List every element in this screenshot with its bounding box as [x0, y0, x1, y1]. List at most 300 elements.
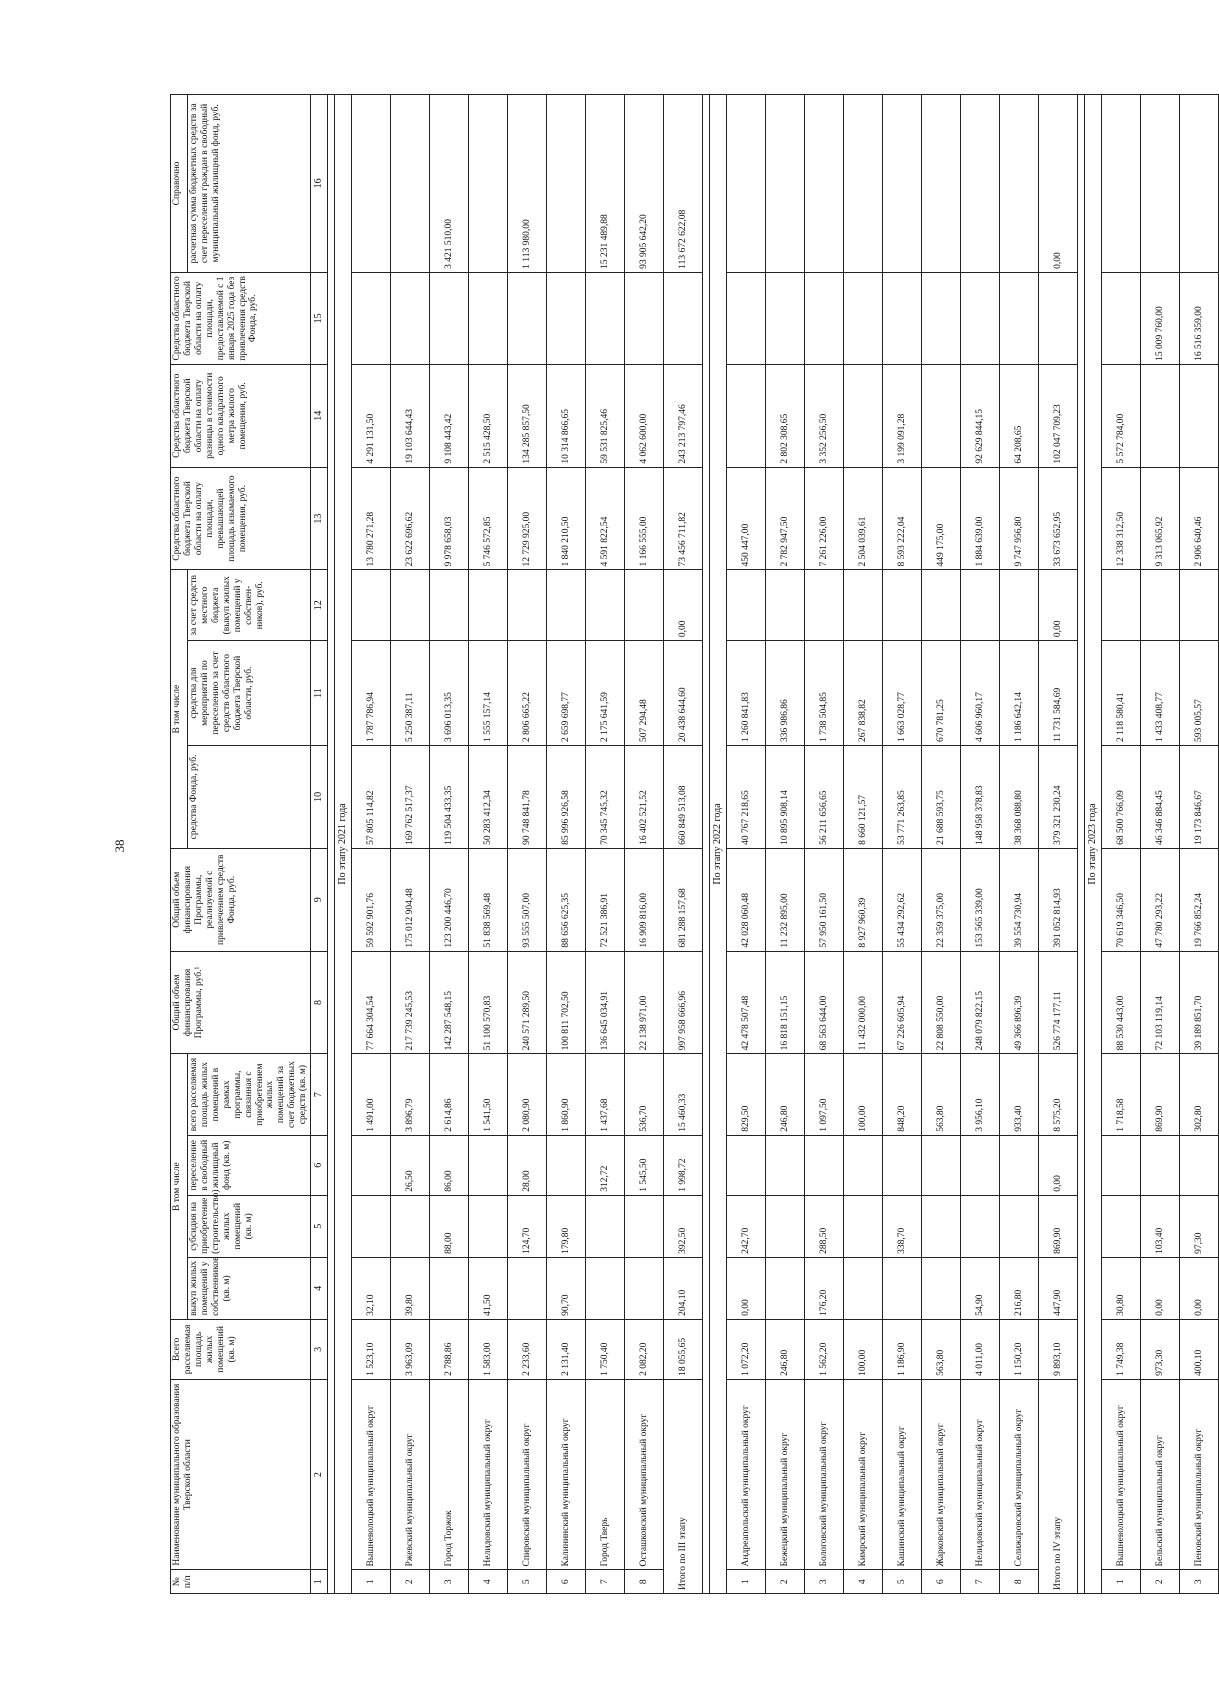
table-cell: 1 113 980,00: [508, 95, 547, 273]
table-row: [922, 95, 961, 1594]
table-cell: 93 555 507,00: [508, 848, 547, 951]
table-cell: [922, 272, 961, 364]
table-cell: 15 009 760,00: [1141, 272, 1180, 364]
column-number: 4: [311, 1257, 328, 1319]
table-cell: 90 748 841,78: [508, 746, 547, 849]
table-cell: 0,00: [1180, 1257, 1219, 1319]
table-cell: 1 072,20: [727, 1319, 766, 1379]
table-cell: 2 906 640,46: [1180, 467, 1219, 570]
row-number: 1: [1102, 1570, 1141, 1594]
table-row: [805, 95, 844, 1594]
table-cell: 153 565 339,00: [961, 848, 1000, 951]
table-cell: 3 963,09: [391, 1319, 430, 1379]
header-municipality: Наименование муниципального образования Тверской области: [171, 1379, 311, 1570]
section-title-row: [335, 95, 352, 1594]
table-cell: [844, 570, 883, 641]
total-cell: [1039, 272, 1078, 364]
table-cell: [352, 1195, 391, 1257]
municipality-name: Андреапольский муниципальный округ: [727, 1379, 766, 1570]
table-cell: 1 555 157,14: [469, 641, 508, 746]
table-cell: [625, 272, 664, 364]
table-cell: 338,70: [883, 1195, 922, 1257]
table-cell: [1102, 570, 1141, 641]
total-cell: 447,90: [1039, 1257, 1078, 1319]
table-cell: [547, 272, 586, 364]
table-cell: [844, 272, 883, 364]
municipality-name: Нелидовский муниципальный округ: [469, 1379, 508, 1570]
column-number: 6: [311, 1135, 328, 1195]
table-cell: 449 175,00: [922, 467, 961, 570]
municipality-name: Вышневолоцкий муниципальный округ: [352, 1379, 391, 1570]
table-cell: [805, 95, 844, 273]
column-number: 1: [311, 1570, 328, 1594]
table-row: [352, 95, 391, 1594]
table-cell: [766, 95, 805, 273]
table-row: [391, 95, 430, 1594]
table-cell: 41,50: [469, 1257, 508, 1319]
table-row: [625, 95, 664, 1594]
table-cell: [1180, 364, 1219, 467]
table-cell: [352, 95, 391, 273]
table-row: [547, 95, 586, 1594]
table-cell: 19 103 644,43: [391, 364, 430, 467]
row-number: 5: [508, 1570, 547, 1594]
municipality-name: Селижаровский муниципальный округ: [1000, 1379, 1039, 1570]
table-cell: 85 996 926,58: [547, 746, 586, 849]
table-cell: 70 345 745,32: [586, 746, 625, 849]
column-number: 12: [311, 570, 328, 641]
table-cell: 2 080,90: [508, 1054, 547, 1135]
table-cell: [1141, 1135, 1180, 1195]
table-cell: 16 909 816,00: [625, 848, 664, 951]
total-cell: 997 958 666,96: [664, 951, 703, 1054]
table-cell: 72 103 119,14: [1141, 951, 1180, 1054]
total-cell: 0,00: [664, 570, 703, 641]
table-cell: 175 012 904,48: [391, 848, 430, 951]
row-number: 8: [1000, 1570, 1039, 1594]
header-total-area: Всего расселяемая площадь жилых помещений (кв. м): [171, 1319, 311, 1379]
table-cell: [727, 570, 766, 641]
table-cell: 12 338 312,50: [1102, 467, 1141, 570]
table-cell: [844, 1257, 883, 1319]
section-title-row: [710, 95, 727, 1594]
row-number: 6: [922, 1570, 961, 1594]
table-cell: 848,20: [883, 1054, 922, 1135]
municipality-name: Бельский муниципальный округ: [1141, 1379, 1180, 1570]
municipality-name: Спировский муниципальный округ: [508, 1379, 547, 1570]
table-cell: 1 884 639,00: [961, 467, 1000, 570]
table-cell: [1180, 95, 1219, 273]
table-cell: [625, 1195, 664, 1257]
table-cell: [547, 570, 586, 641]
table-cell: [766, 272, 805, 364]
total-cell: 204,10: [664, 1257, 703, 1319]
table-cell: [586, 1257, 625, 1319]
table-cell: [961, 570, 1000, 641]
total-cell: 11 731 584,69: [1039, 641, 1078, 746]
table-cell: [961, 1135, 1000, 1195]
table-cell: 2 175 641,59: [586, 641, 625, 746]
header-including-funds: В том числе: [171, 570, 188, 848]
table-cell: 40 767 218,65: [727, 746, 766, 849]
table-cell: 10 314 866,65: [547, 364, 586, 467]
table-cell: 670 781,25: [922, 641, 961, 746]
table-cell: 4 062 600,00: [625, 364, 664, 467]
table-cell: 8 660 121,57: [844, 746, 883, 849]
table-cell: 50 283 412,34: [469, 746, 508, 849]
table-cell: [547, 95, 586, 273]
table-cell: [391, 1195, 430, 1257]
table-cell: 88 530 443,00: [1102, 951, 1141, 1054]
row-number: 8: [625, 1570, 664, 1594]
table-cell: 28,00: [508, 1135, 547, 1195]
column-number: 2: [311, 1379, 328, 1570]
table-body: [328, 95, 1219, 1594]
table-cell: 9 747 956,80: [1000, 467, 1039, 570]
municipality-name: Ржевский муниципальный округ: [391, 1379, 430, 1570]
table-cell: [883, 95, 922, 273]
total-cell: 391 052 814,93: [1039, 848, 1078, 951]
table-cell: [1000, 95, 1039, 273]
table-cell: 42 478 507,48: [727, 951, 766, 1054]
table-cell: 1 738 504,85: [805, 641, 844, 746]
row-number: 7: [586, 1570, 625, 1594]
table-cell: 64 208,65: [1000, 364, 1039, 467]
table-cell: 39 554 730,94: [1000, 848, 1039, 951]
table-cell: 400,10: [1180, 1319, 1219, 1379]
table-cell: [1000, 272, 1039, 364]
table-cell: [586, 570, 625, 641]
row-number: 2: [1141, 1570, 1180, 1594]
table-cell: 563,80: [922, 1054, 961, 1135]
table-cell: 119 504 433,35: [430, 746, 469, 849]
table-cell: 88 656 625,35: [547, 848, 586, 951]
table-cell: 217 739 245,53: [391, 951, 430, 1054]
table-cell: 22 138 971,00: [625, 951, 664, 1054]
table-row: [844, 95, 883, 1594]
table-cell: 176,20: [805, 1257, 844, 1319]
column-number: 9: [311, 848, 328, 951]
table-cell: 2 504 039,61: [844, 467, 883, 570]
column-number: 8: [311, 951, 328, 1054]
total-cell: 0,00: [1039, 95, 1078, 273]
table-cell: 3 421 510,00: [430, 95, 469, 273]
row-number: 1: [727, 1570, 766, 1594]
table-cell: 47 780 293,22: [1141, 848, 1180, 951]
header-number: № п/п: [171, 1570, 311, 1594]
municipality-name: Жарковский муниципальный округ: [922, 1379, 961, 1570]
municipality-name: Нелидовский муниципальный округ: [961, 1379, 1000, 1570]
total-label: Итого по IV этапу: [1039, 1379, 1078, 1593]
table-cell: 2 233,60: [508, 1319, 547, 1379]
municipality-name: Город Торжок: [430, 1379, 469, 1570]
table-cell: 1 840 210,50: [547, 467, 586, 570]
table-cell: [766, 1135, 805, 1195]
table-cell: [883, 1257, 922, 1319]
table-cell: [586, 272, 625, 364]
table-cell: 100 811 702,50: [547, 951, 586, 1054]
table-cell: 267 838,82: [844, 641, 883, 746]
table-cell: 54,90: [961, 1257, 1000, 1319]
table-cell: 23 622 696,62: [391, 467, 430, 570]
table-cell: 1 718,58: [1102, 1054, 1141, 1135]
total-cell: 8 575,20: [1039, 1054, 1078, 1135]
table-cell: 92 629 844,15: [961, 364, 1000, 467]
table-cell: 21 688 593,75: [922, 746, 961, 849]
table-cell: [727, 272, 766, 364]
table-cell: 1 860,90: [547, 1054, 586, 1135]
table-cell: 57 950 161,50: [805, 848, 844, 951]
table-cell: 57 805 114,82: [352, 746, 391, 849]
column-number: 10: [311, 746, 328, 849]
table-cell: 16 402 521,52: [625, 746, 664, 849]
table-cell: 2 131,40: [547, 1319, 586, 1379]
municipality-name: Калининский муниципальный округ: [547, 1379, 586, 1570]
table-cell: 8 927 960,39: [844, 848, 883, 951]
table-cell: [1102, 95, 1141, 273]
table-cell: 563,80: [922, 1319, 961, 1379]
table-cell: [844, 95, 883, 273]
total-cell: 20 438 644,60: [664, 641, 703, 746]
table-cell: [1141, 364, 1180, 467]
total-cell: 102 047 709,23: [1039, 364, 1078, 467]
table-cell: 16 516 359,00: [1180, 272, 1219, 364]
table-cell: 1 749,38: [1102, 1319, 1141, 1379]
table-cell: 4 011,00: [961, 1319, 1000, 1379]
row-number: 7: [961, 1570, 1000, 1594]
table-cell: 450 447,00: [727, 467, 766, 570]
table-cell: 59 531 825,46: [586, 364, 625, 467]
table-cell: 19 766 852,24: [1180, 848, 1219, 951]
table-cell: [1000, 1195, 1039, 1257]
spacer-row: [328, 95, 335, 1594]
table-cell: [1102, 1135, 1141, 1195]
table-cell: 51 838 569,48: [469, 848, 508, 951]
row-number: 4: [844, 1570, 883, 1594]
table-row: [586, 95, 625, 1594]
table-cell: [586, 1195, 625, 1257]
table-cell: [1102, 1195, 1141, 1257]
table-cell: [469, 1195, 508, 1257]
table-cell: 67 226 605,94: [883, 951, 922, 1054]
table-cell: [625, 570, 664, 641]
table-cell: 68 563 644,00: [805, 951, 844, 1054]
table-cell: 68 500 766,09: [1102, 746, 1141, 849]
table-cell: [508, 272, 547, 364]
column-number: 3: [311, 1319, 328, 1379]
table-cell: 246,80: [766, 1054, 805, 1135]
table-cell: [922, 1195, 961, 1257]
municipality-name: Кашинский муниципальный округ: [883, 1379, 922, 1570]
table-row: [961, 95, 1000, 1594]
table-cell: 1 491,00: [352, 1054, 391, 1135]
program-financing-table: [170, 94, 1219, 1594]
table-cell: [391, 272, 430, 364]
table-cell: 49 366 896,39: [1000, 951, 1039, 1054]
table-cell: 179,80: [547, 1195, 586, 1257]
section-title: По этапу 2021 года: [335, 95, 352, 1594]
table-cell: 2 806 665,22: [508, 641, 547, 746]
table-cell: 5 572 784,00: [1102, 364, 1141, 467]
section-title: По этапу 2022 года: [710, 95, 727, 1594]
table-cell: 13 780 271,28: [352, 467, 391, 570]
row-number: 3: [805, 1570, 844, 1594]
table-cell: 70 619 346,50: [1102, 848, 1141, 951]
column-number: 7: [311, 1054, 328, 1135]
table-cell: [844, 364, 883, 467]
header-subsidy: субсидия на приобретение (строительство) жилых помещений (кв. м): [188, 1195, 311, 1257]
table-cell: [883, 272, 922, 364]
table-cell: 12 729 925,00: [508, 467, 547, 570]
table-cell: 56 211 656,65: [805, 746, 844, 849]
table-cell: 38 368 088,80: [1000, 746, 1039, 849]
table-cell: 9 978 658,03: [430, 467, 469, 570]
row-number: 4: [469, 1570, 508, 1594]
table-cell: [883, 1135, 922, 1195]
total-cell: 660 849 513,08: [664, 746, 703, 849]
total-cell: 9 893,10: [1039, 1319, 1078, 1379]
table-cell: 933,40: [1000, 1054, 1039, 1135]
table-cell: 148 958 378,83: [961, 746, 1000, 849]
table-cell: 1 433 408,77: [1141, 641, 1180, 746]
table-cell: 4 606 960,17: [961, 641, 1000, 746]
table-row: [883, 95, 922, 1594]
table-row: [430, 95, 469, 1594]
total-cell: 869,90: [1039, 1195, 1078, 1257]
table-cell: [469, 570, 508, 641]
table-cell: 246,80: [766, 1319, 805, 1379]
table-cell: 11 432 000,00: [844, 951, 883, 1054]
table-cell: 9 108 443,42: [430, 364, 469, 467]
total-cell: 33 673 652,95: [1039, 467, 1078, 570]
table-cell: 216,80: [1000, 1257, 1039, 1319]
table-cell: 9 313 065,92: [1141, 467, 1180, 570]
municipality-name: Пеновский муниципальный округ: [1180, 1379, 1219, 1570]
table-cell: [727, 1135, 766, 1195]
table-cell: [430, 272, 469, 364]
spacer-cell: [328, 95, 335, 1594]
section-title: По этапу 2023 года: [1085, 95, 1102, 1594]
municipality-name: Бологовский муниципальный округ: [805, 1379, 844, 1570]
column-number: 15: [311, 272, 328, 364]
table-cell: 32,10: [352, 1257, 391, 1319]
table-row: [727, 95, 766, 1594]
table-cell: 169 762 517,37: [391, 746, 430, 849]
table-row: [766, 95, 805, 1594]
header-total-financing: Общий объем финансирования Программы, руб.¹: [171, 951, 311, 1054]
header-total-budget-area: всего расселяемая площадь жилых помещений в рамках программы, связанная с приобретением жилых помещений за счет бюджетных средств (кв. м): [188, 1054, 311, 1135]
total-label: Итого по III этапу: [664, 1379, 703, 1593]
table-cell: [352, 272, 391, 364]
table-cell: 1 787 786,94: [352, 641, 391, 746]
table-cell: 97,30: [1180, 1195, 1219, 1257]
table-cell: [1180, 570, 1219, 641]
header-regional-means: средства для мероприятий по переселению за счет средств областного бюджета Тверской области, руб.: [188, 641, 311, 746]
table-cell: 1 150,20: [1000, 1319, 1039, 1379]
municipality-name: Город Тверь: [586, 1379, 625, 1570]
table-cell: 3 896,79: [391, 1054, 430, 1135]
table-cell: 42 028 060,48: [727, 848, 766, 951]
table-cell: [805, 1135, 844, 1195]
table-cell: [805, 570, 844, 641]
table-row: [508, 95, 547, 1594]
row-number: 6: [547, 1570, 586, 1594]
table-cell: 1 523,10: [352, 1319, 391, 1379]
table-cell: 4 291 131,50: [352, 364, 391, 467]
total-cell: 73 456 711,82: [664, 467, 703, 570]
table-cell: 829,50: [727, 1054, 766, 1135]
row-number: 2: [391, 1570, 430, 1594]
table-cell: 2 082,20: [625, 1319, 664, 1379]
table-cell: 312,72: [586, 1135, 625, 1195]
table-cell: 90,70: [547, 1257, 586, 1319]
table-cell: [961, 1195, 1000, 1257]
table-cell: [547, 1135, 586, 1195]
section-title-row: [1085, 95, 1102, 1594]
table-cell: 336 986,86: [766, 641, 805, 746]
total-cell: 113 672 622,08: [664, 95, 703, 273]
table-cell: [1000, 570, 1039, 641]
table-cell: 39,80: [391, 1257, 430, 1319]
table-cell: 1 583,00: [469, 1319, 508, 1379]
table-cell: [727, 364, 766, 467]
table-cell: 55 434 292,62: [883, 848, 922, 951]
table-cell: [352, 1135, 391, 1195]
total-cell: 379 321 230,24: [1039, 746, 1078, 849]
table-cell: 2 614,86: [430, 1054, 469, 1135]
spacer-row: [1078, 95, 1085, 1594]
table-cell: [1141, 95, 1180, 273]
table-cell: 19 173 846,67: [1180, 746, 1219, 849]
table-cell: 2 515 428,50: [469, 364, 508, 467]
column-number: 14: [311, 364, 328, 467]
column-number-row: [311, 95, 328, 1594]
table-cell: 2 788,86: [430, 1319, 469, 1379]
table-cell: 53 771 263,85: [883, 746, 922, 849]
table-cell: 593 005,57: [1180, 641, 1219, 746]
table-cell: 39 189 851,70: [1180, 951, 1219, 1054]
table-cell: [883, 570, 922, 641]
table-row: [469, 95, 508, 1594]
table-cell: 22 359 375,00: [922, 848, 961, 951]
total-row: [1039, 95, 1078, 1594]
table-cell: 1 663 028,77: [883, 641, 922, 746]
table-cell: 242,70: [727, 1195, 766, 1257]
table-cell: [805, 272, 844, 364]
total-cell: 1 998,72: [664, 1135, 703, 1195]
table-cell: 1 750,40: [586, 1319, 625, 1379]
header-free-fund: переселение в свободный жилищный фонд (кв. м): [188, 1135, 311, 1195]
table-cell: 2 118 580,41: [1102, 641, 1141, 746]
row-number: 2: [766, 1570, 805, 1594]
table-cell: [430, 1257, 469, 1319]
header-fund-means: средства Фонда, руб.: [188, 746, 311, 849]
table-cell: [961, 95, 1000, 273]
table-cell: [766, 1195, 805, 1257]
table-cell: 1 437,68: [586, 1054, 625, 1135]
table-cell: 134 285 857,50: [508, 364, 547, 467]
table-cell: 288,50: [805, 1195, 844, 1257]
page-number: 38: [112, 839, 127, 853]
total-cell: 0,00: [1039, 1135, 1078, 1195]
column-number: 11: [311, 641, 328, 746]
total-cell: 526 774 177,11: [1039, 951, 1078, 1054]
table-cell: [922, 1135, 961, 1195]
table-cell: [922, 95, 961, 273]
table-cell: 51 100 570,83: [469, 951, 508, 1054]
table-cell: 4 591 822,54: [586, 467, 625, 570]
table-cell: 86,00: [430, 1135, 469, 1195]
